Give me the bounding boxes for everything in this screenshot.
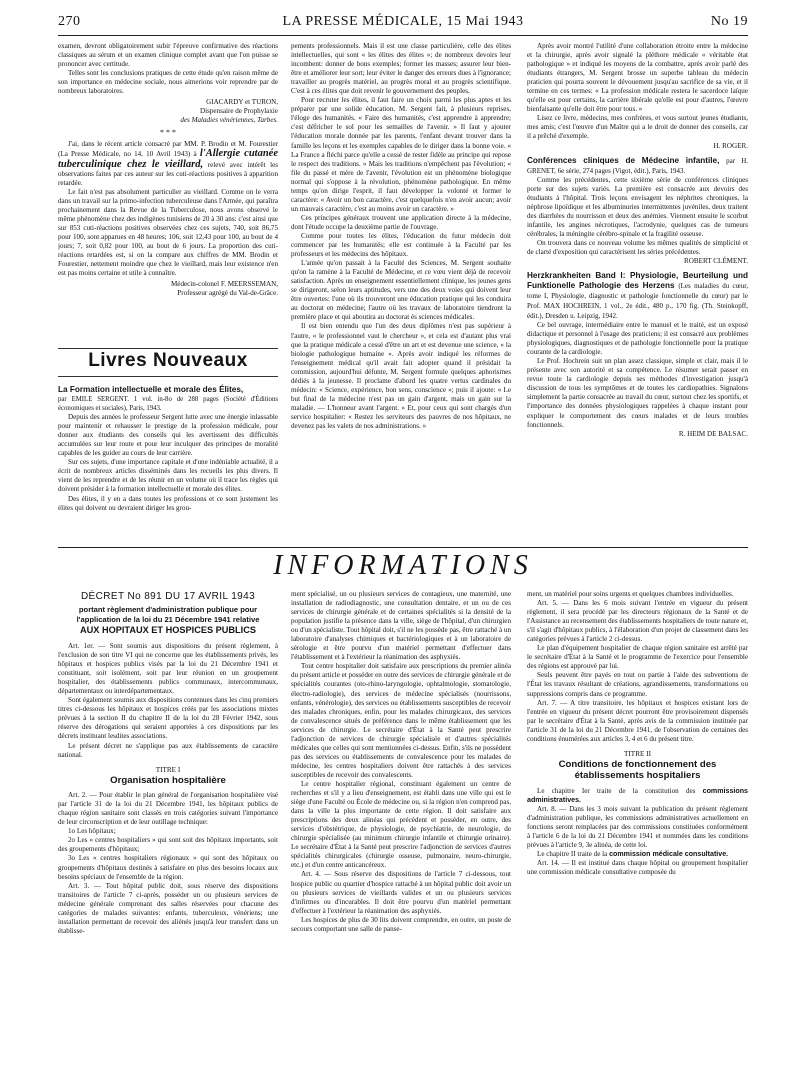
paragraph: Sur ces sujets, d'une importance capitale et d'une indéniable actualité, il a écrit de nombreux articles disséminés dans les recueils les plus divers. Il vient de les reprendre et de les réunir en un volume où il trace les règles qui doivent présider à la formation intellectuelle et morale des élites. [58,458,278,494]
issue-number: No 19 [710,14,748,29]
section-rule [58,376,278,377]
decree-subheading: portant règlement d'administration publique pour l'application de la loi du 21 Décembre 1941 relative [76,605,260,624]
decree-subject: AUX HOPITAUX ET HOSPICES PUBLICS [80,625,256,635]
journal-title: LA PRESSE MÉDICALE, 15 Mai 1943 [282,14,524,29]
paragraph: Art. 4. — Sous réserve des dispositions de l'article 7 ci-dessous, tout hospice public ou quartier d'hospice rattaché à un hôpital public doit avoir un ou plusieurs services de vieillards valides et un ou plusieurs services d'infirmes ou d'incurables. Il doit être pourvu d'un matériel permettant d'effectuer à l'extérieur la réanimation des asphyxiés. [291,870,511,915]
paragraph: Depuis des années le professeur Sergent lutte avec une énergie inlassable pour maintenir et rehausser le prestige de la profession médicale, pour donner aux étudiants des conseils qui les avertissent des difficultés accumulées sur leur route et pour leur inculquer des principes de moralité capables de les guider au cours de leur carrière. [58,413,278,458]
book-title-text: Herzkrankheiten Band I: Physiologie, Beurteilung und Funktionelle Pathologie des Herzens [527,271,748,291]
signature: ROBERT CLÉMENT. [684,256,748,265]
section-title: Livres Nouveaux [88,350,248,371]
paragraph-rest: relevé avec intérêt les observations faites par ces auteur sur les cuti-réactions positives à apparition retardée. [58,160,278,187]
book-title [527,271,748,321]
list-item: 2o Les « centres hospitaliers » qui sont soit des hôpitaux importants, soit des groupements d'hôpitaux; [58,836,278,854]
chapter-title: commissions administratives. [527,786,748,804]
paragraph: Art. 2. — Pour établir le plan général de l'organisation hospitalière visé par l'article 31 de la loi du 21 Décembre 1941, les hôpitaux publics de chaque région sanitaire sont classés en trois catégories suivant l'importance de leur circonscription et de leur outillage technique: [58,791,278,827]
paragraph: Art. 1er. — Sont soumis aux dispositions du présent règlement, à l'exclusion de son titre VI qui ne concerne que les établissements privés, les hôpitaux et hospices publics visés par la loi du 21 Décembre 1941 et constituant, soit isolément, soit par leur réunion en un groupement hospitalier, des établissements publics communaux, intercommunaux, départementaux ou interdépartementaux. [58,642,278,696]
book-title-text: Conférences cliniques de Médecine infantile, [527,155,720,165]
paragraph: Après avoir montré l'utilité d'une collaboration étroite entre la médecine et la chirurgie, après avoir signalé la pléthore médicale « véritable état pathologique » et indiqué les moyens de la combattre, après avoir parlé des étudiants étrangers, M. Sergent brosse un superbe tableau du médecin praticien qui pourra souvent le dévouement jusqu'au sacrifice de sa vie, et il termine en ces termes: « La profession médicale restera le sacerdoce laïque qu'elle est pour certains, la carrière libérale qu'elle est pour d'autres, l'œuvre bienfaisante qu'elle doit être pour tous. » [527,42,748,114]
paragraph: Des élites, il y en a dans toutes les professions et ce sont justement les élites qui doivent ou devraient diriger les grou- [58,494,278,512]
paragraph: ment, un matériel pour soins urgents et quelques chambres individuelles. [527,590,734,598]
signature-line: Professeur agrégé du Val-de-Grâce. [177,289,278,298]
chapter-lead: Le chapitre Ier traite de la constitution des [537,786,703,795]
book-reference: (Les maladies du cœur, tome I, Physiologie, diagnostic et pathologie fonctionnelle du cœur) par le Prof. MAX HOCHREIN, 1 vol., 2e édit., 480 p., 170 fig. (Th. Steinkopff, édit.), Dresden u. Leipzig, 1942. [527,282,748,321]
page-header [58,14,748,34]
column-1-top [58,42,278,332]
chapter-lead: Le chapitre II traite de la [537,850,610,859]
article-title: l'Allergie cutanée tuberculinique chez le vieillard, [58,148,278,170]
book-reference: par EMILE SERGENT. 1 vol. in-8o de 288 pages (Société d'Éditions économiques et sociales), Paris, 1943. [58,396,278,413]
signature [58,98,278,125]
book-title: La Formation intellectuelle et morale des Élites, [58,385,244,394]
paragraph: Sont également soumis aux dispositions contenues dans les cinq premiers titres ci-dessous les hôpitaux et hospices créés par les associations mixtes prévues à la section II du chapitre II de la loi du 28 Février 1942, sous réserve des dérogations qui seraient apportées à ces dispositions par les décrets instituant lesdites associations. [58,696,278,741]
paragraph: Art. 7. — A titre transitoire, les hôpitaux et hospices existant lors de l'entrée en vigueur du présent décret pourront être provisoirement dispensés par le secrétaire d'État à la Santé, après avis de la commission instituée par l'article 31 de la loi du 21 Décembre 1941, de l'observation de certaines des conditions énumérées aux articles 3, 4 et 6 du présent titre. [527,698,748,743]
paragraph: Seuls peuvent être payés en tout ou partie à l'aide des subventions de l'État les travaux résultant de créations, agrandissements, transformations ou suppressions compris dans ce programme. [527,671,748,698]
header-rule [58,35,748,36]
signature [58,280,278,298]
column-2-bottom [291,590,511,1075]
paragraph: ment spécialisé, un ou plusieurs services de contagieux, une maternité, une installation de radiodiagnostic, une consultation dentaire, et un ou de ces services de chirurgie générale et de certaines spécialités si la densité de la population justifie la présence dans la ville, siège de l'hôpital, d'un chirurgien ou d'un spécialiste. Tout hôpital doit, s'il ne les possède pas, être rattaché à un laboratoire d'analyses chimiques et bactériologiques et à un laboratoire de sérologie et être pourvu d'un matériel permettant d'effectuer dans l'établissement et à l'extérieur la réanimation des asphyxiés. [291,590,511,662]
paragraph: Le fait n'est pas absolument particulier au vieillard. Comme on le verra dans un travail sur la primo-infection tuberculeuse dans l'Armée, qui paraîtra prochainement dans la Revue de la Tuberculose, nous avons observé le même phénomène chez des indigènes tunisiens de 20 à 30 ans: c'est ainsi que sur 853 cuti-réactions positives observées chez ces sujets, 740, soit 86,75 pour 100, sont apparues en 48 heures; 106, soit 12,43 pour 100, au bout de 4 jours; 7, soit 0,82 pour 100, au bout de 6 jours. La proportion des cuti-réactions retardées est, si on la compare aux chiffres de MM. Brodin et Fourestier, nettement moindre que chez le vieillard, mais leur existence n'en est pas moins certaine et utile à connaître. [58,187,278,278]
paragraph: Ces principes généraux trouvent une application directe à la médecine, dont l'étude occupe la deuxième partie de l'ouvrage. [291,213,511,231]
signature-line: Médecin-colonel F. MEERSSEMAN, [170,280,278,289]
titre-heading: TITRE I [155,765,181,774]
section-divider-rule [58,547,748,548]
column-2-top [291,42,511,540]
signature-line: des Maladies vénériennes, Tarbes. [180,116,278,125]
book-reference: par H. GRENET, 6e série, 274 pages (Vigot, édit.), Paris, 1943. [527,156,748,175]
signature-line: Dispensaire de Prophylaxie [199,107,278,116]
paragraph: Il est bien entendu que l'un des deux diplômes n'est pas supérieur à l'autre, « le professionnel vaut le chercheur », et cela est d'autant plus vrai que la pratique médicale a cessé d'être un art et est devenue une science, « la biologie pathologique humaine ». Après avoir indiqué les réformes de l'enseignement médical qu'il avait fait adopter quand il présidait la commission, aujourd'hui défunte, M. Sergent formule quelques aphorismes dédiés à la jeunesse. Il proclame d'abord les quatre vertus cardinales du médecin: « Science, expérience, bon sens, conscience »; puis il ajoute: « Le but final de la médecine n'est pas un gain d'argent, mais un gain sur la maladie. — L'honneur avant l'argent. » Et, pour ceux qui sont chargés d'un service hospitalier: « Restez les serviteurs des pauvres de nos hôpitaux, ne devenez pas les valets de nos administrations. » [291,322,511,430]
paragraph: Le Prof. Hochrein suit un plan assez classique, simple et clair, mais il le présente avec son autorité et sa compétence. Le résumer serait passer en revue toute la cardiologie depuis ses méthodes d'investigation jusqu'à discussion de tous les symptômes et de toutes les cardiopathies. Signalons simplement la partie consacrée au travail du cœur, surtout chez les sportifs, et l'importance des données physiologiques rappelées à chaque instant pour expliquer le comportement des cœurs malades et de leurs troubles fonctionnels. [527,357,748,429]
paragraph: Le plan d'équipement hospitalier de chaque région sanitaire est arrêté par le secrétaire d'État à la Santé et le programme de l'exercice pour l'ensemble des régions est approuvé par lui. [527,644,748,671]
list-item: 3o Les « centres hospitaliers régionaux » qui sont des hôpitaux ou groupements d'hôpitaux destinés à satisfaire en plus des besoins locaux aux besoins spéciaux de l'ensemble de la région. [58,854,278,881]
chapter-title: commission médicale consultative. [609,850,729,859]
column-1-books [58,380,278,540]
paragraph: Comme les précédentes, cette sixième série de conférences cliniques porte sur des sujets variés. La première est consacrée aux devoirs des étudiants à l'hôpital. Trois leçons envisagent les néphrites chroniques, la néphrose lipoïdique et les albuminuries intermittentes juvéniles, deux traitent des diarrhées du nourrisson et deux des anémies. Viennent ensuite le scorbut infantile, les angines nécrotiques, l'acrodynie, quelques cas de tumeurs cérébrales, la méningite cérébro-spinale et la fragilité osseuse. [527,175,748,238]
section-separator-stars: * * * [160,128,176,138]
paragraph: Le centre hospitalier régional, constituant également un centre de recherches et s'il y a lieu d'enseignement, est établi dans une ville qui est le siège d'une Faculté ou École de médecine ou, si la région n'en comprend pas, dans la ville la plus importante de cette région. Il doit satisfaire aux prescriptions des deux alinéas qui précèdent et posséder, en outre, des services d'obstétrique, de physiologie, de psychiatrie, de neurologie, de chirurgie spécialisée (au minimum chirurgie infantile et chirurgie urinaire). Le secrétaire d'État à la Santé peut prescrire l'adjonction de services d'autres spécialités chirurgicales (chirurgie osseuse, pulmonaire, neuro-chirurgie, etc.) et d'un centre anticancéreux. [291,779,511,870]
paragraph: pements professionnels. Mais il est une classe particulière, celle des élites intellectuelles, qui sont « les élites des élites »; de nombreux devoirs leur incombent: donner de bons exemples; former les masses; assurer leur bien-être et améliorer leur sort; leur éviter le danger des erreurs dues à l'ignorance; travailler au progrès matériel, au progrès moral et au progrès scientifique. C'est à ces élites que doit revenir le gouvernement des peuples. [291,42,511,96]
column-3-bottom [527,590,748,1075]
book-title [527,156,748,176]
decree-heading: DÉCRET No 891 DU 17 AVRIL 1943 [80,591,256,602]
paragraph: Art. 3. — Tout hôpital public doit, sous réserve des dispositions transitoires de l'article 7 ci-après, posséder un ou plusieurs services de médecine générale comprenant des salles réservées pour chacune des catégories de malades suivantes: enfants, tuberculeux, vénériens; une installation permettant de recevoir des aliénés jusqu'à leur transfert dans un établisse- [58,881,278,935]
titre-heading: TITRE II [624,749,651,758]
column-3-top [527,42,748,540]
paragraph: Ce bel ouvrage, intermédiaire entre le manuel et le traité, est un exposé didactique et personnel à l'usage des praticiens; il est consacré aux problèmes physiologiques, diagnostiques et de pathologie fonctionnelle pour la pratique courante de la cardiologie. [527,321,748,357]
titre-subheading: Conditions de fonctionnement des établissements hospitaliers [558,758,717,782]
paragraph: Lisez ce livre, médecins, mes confrères, et vous surtout jeunes étudiants, mes amis; c'est l'œuvre d'un Maître qui a le droit de donner des conseils, car il a prêché d'exemple. [527,114,748,141]
paragraph-lead: J'ai, dans le récent article consacré par MM. P. Brodin et M. Fourestier (La Presse Médicale, no 14, 10 Avril 1943) à [58,140,278,159]
titre-subheading: Organisation hospitalière [110,774,226,786]
section-rule [58,348,278,349]
paragraph: On trouvera dans ce nouveau volume les mêmes qualités de simplicité et de clarté d'exposition qui caractérisent les séries précédentes. [527,238,748,256]
signature: H. ROGER. [713,141,748,150]
signature-line: GIACARDY et TURON, [206,98,278,107]
column-1-bottom [58,590,278,1075]
paragraph: Pour recruter les élites, il faut faire un choix parmi les plus aptes et les préparer par une solide éducation. M. Sergent fait, à plusieurs reprises, l'éloge des humanités. « Faire des humanités, c'est apprendre à apprendre; c'est défricher le sol pour les semailles de l'avenir. » Il faut y ajouter l'éducation morale donnée par les parents, l'enfant devant trouver dans la famille les leçons et les exemples capables de le diriger dans la bonne voie. « La France a fléchi parce qu'elle a cessé de rester fidèle au principe qui repose le respect des traditions. » Mais les traditions n'empêchent pas l'évolution; « file du passé et mère de l'avenir, l'évolution est un phénomène biologique normal qui s'oppose à la révolution, phénomène pathologique. En même temps qu'on dirige l'esprit, il faut développer la volonté et former le caractère: « Avoir un bon caractère, c'est quelquefois n'en avoir aucun; avoir un mauvais caractère, c'est au moins avoir un caractère. » [291,96,511,213]
signature: R. HEIM DE BALSAC. [678,429,748,438]
list-item: 1o Les hôpitaux; [68,827,116,836]
paragraph [527,850,748,859]
paragraph: L'année qu'on passait à la Faculté des Sciences, M. Sergent souhaite qu'on la ramène à la Faculté de Médecine, et ce vœu vient déjà de recevoir satisfaction. Après un enseignement essentiellement clinique, les jeunes gens se dirigeront, selon leurs aptitudes, vers une des deux voies qui doivent leur être ouvertes: l'une où ils trouveront une éducation pratique qui les conduira au doctorat en médecine; l'autre où les travaux de laboratoire tiendront la première place et qui aboutira au doctorat ès sciences médicales. [291,259,511,322]
paragraph: Comme pour toutes les élites, l'éducation du futur médecin doit commencer par les humanités; elle est continuée à la Faculté par les professeurs et les médecins des hôpitaux. [291,231,511,259]
paragraph: Tout centre hospitalier doit satisfaire aux prescriptions du premier alinéa du présent article et posséder en outre des services de chirurgie générale et de spécialités courantes (oto-rhino-laryngologie, ophtalmologie, stomatologie, électro-radiologie), des services de médecine spécialisés (nourrissons, enfants, vénérologie), des services ou établissements susceptibles de recevoir des malades chroniques, enfin, pour les malades chirurgicaux, des services de convalescence situés de préférence dans le même établissement que les services de chirurgie. Le secrétaire d'État à la Santé peut prescrire l'adjonction de services de chirurgie spécialisée et d'autres spécialités médicales que celles qui sont mentionnées ci-dessus. Enfin, s'ils ne possèdent pas des services ou établissements de convalescence pour les malades de médecine, les centres hospitaliers doivent être rattachés à des services susceptibles de recevoir des convalescents. [291,662,511,779]
paragraph: Art. 8. — Dans les 3 mois suivant la publication du présent règlement d'administration publique, les commissions administratives actuellement en fonctions seront remplacées par des commissions constituées conformément à l'article 6 de la loi du 21 Décembre 1941 et nommées dans les conditions prévues à l'article 9, 3e alinéa, de cette loi. [527,804,748,850]
paragraph [58,140,278,187]
paragraph: Les hospices de plus de 30 lits doivent comprendre, en outre, un poste de secours comportant une salle de panse- [291,915,511,933]
paragraph: examen, devront obligatoirement subir l'épreuve confirmative des réactions classiques au sérum et un examen clinique complet avant que l'on puisse se prononcer avec certitude. [58,42,278,69]
informations-heading: INFORMATIONS [273,550,533,581]
page-number: 270 [58,14,81,29]
paragraph: Art. 14. — Il est institué dans chaque hôpital ou groupement hospitalier une commission médicale consultative composée du [527,859,748,877]
paragraph: Telles sont les conclusions pratiques de cette étude qu'en raison même de son importance en médecine sociale, nous aimerions voir reprendre par de nombreux laboratoires. [58,69,278,96]
paragraph: Art. 5. — Dans les 6 mois suivant l'entrée en vigueur du présent règlement, il sera procédé par les directeurs régionaux de la Santé et de l'Assistance au recensement des établissements hospitaliers de toute nature et, s'il s'agit d'hôpitaux publics, à l'élaboration d'un projet de classement dans les catégories prévues à l'article 2 ci-dessus. [527,599,748,644]
paragraph: Le présent décret ne s'applique pas aux établissements de caractère national. [58,741,278,759]
paragraph [527,787,748,805]
